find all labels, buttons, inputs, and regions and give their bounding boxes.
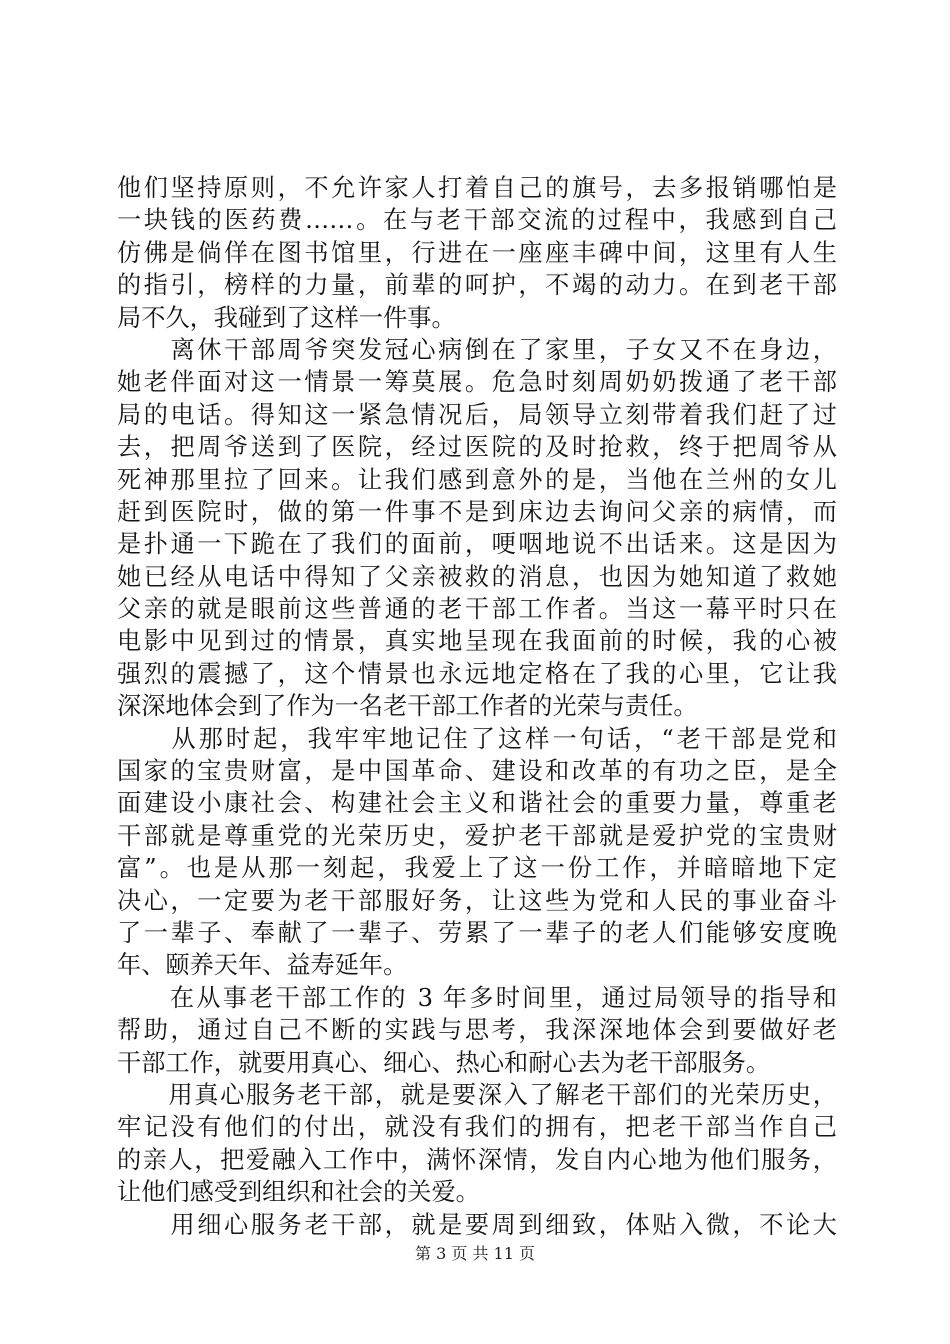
text-line: 了一辈子、奉献了一辈子、劳累了一辈子的老人们能够安度晚 (117, 918, 837, 947)
text-line: 她已经从电话中得知了父亲被救的消息，也因为她知道了救她 (117, 562, 837, 591)
text-line: 局不久，我碰到了这样一件事。 (117, 303, 456, 332)
text-line: 死神那里拉了回来。让我们感到意外的是，当他在兰州的女儿 (117, 465, 837, 494)
text-line: 用真心服务老干部，就是要深入了解老干部们的光荣历史， (117, 1080, 837, 1109)
text-line: 帮助，通过自己不断的实践与思考，我深深地体会到要做好老 (117, 1016, 837, 1045)
text-line: 从那时起，我牢牢地记住了这样一句话，“老干部是党和 (117, 724, 837, 753)
text-line: 深深地体会到了作为一名老干部工作者的光荣与责任。 (117, 692, 698, 721)
text-line: 仿佛是倘佯在图书馆里，行进在一座座丰碑中间，这里有人生 (117, 238, 837, 267)
text-line: 年、颐养天年、益寿延年。 (117, 951, 408, 980)
text-line: 干部就是尊重党的光荣历史，爱护老干部就是爱护党的宝贵财 (117, 821, 837, 850)
text-line: 是扑通一下跪在了我们的面前，哽咽地说不出话来。这是因为 (117, 530, 837, 559)
text-line: 国家的宝贵财富，是中国革命、建设和改革的有功之臣，是全 (117, 757, 837, 786)
text-line: 干部工作，就要用真心、细心、热心和耐心去为老干部服务。 (117, 1048, 771, 1077)
text-line: 让他们感受到组织和社会的关爱。 (117, 1178, 480, 1207)
text-line: 局的电话。得知这一紧急情况后，局领导立刻带着我们赶了过 (117, 400, 837, 429)
text-line: 决心，一定要为老干部服好务，让这些为党和人民的事业奋斗 (117, 886, 837, 915)
text-line: 在从事老干部工作的 3 年多时间里，通过局领导的指导和 (117, 983, 837, 1012)
body-text (117, 172, 837, 1241)
text-line: 电影中见到过的情景，真实地呈现在我面前的时候，我的心被 (117, 627, 837, 656)
text-line: 强烈的震撼了，这个情景也永远地定格在了我的心里，它让我 (117, 659, 837, 688)
text-line: 牢记没有他们的付出，就没有我们的拥有，把老干部当作自己 (117, 1113, 837, 1142)
text-line: 的指引，榜样的力量，前辈的呵护，不竭的动力。在到老干部 (117, 271, 837, 300)
text-line: 父亲的就是眼前这些普通的老干部工作者。当这一幕平时只在 (117, 595, 837, 624)
text-line: 她老伴面对这一情景一筹莫展。危急时刻周奶奶拨通了老干部 (117, 368, 837, 397)
text-line: 离休干部周爷突发冠心病倒在了家里，子女又不在身边， (117, 335, 837, 364)
text-line: 赶到医院时，做的第一件事不是到床边去询问父亲的病情，而 (117, 497, 837, 526)
page-footer: 第 3 页 共 11 页 (415, 1244, 535, 1263)
text-line: 用细心服务老干部，就是要周到细致，体贴入微，不论大 (117, 1210, 837, 1239)
text-line: 他们坚持原则，不允许家人打着自己的旗号，去多报销哪怕是 (117, 174, 837, 202)
text-line: 富”。也是从那一刻起，我爱上了这一份工作，并暗暗地下定 (117, 854, 837, 883)
text-line: 面建设小康社会、构建社会主义和谐社会的重要力量，尊重老 (117, 789, 837, 818)
text-line: 去，把周爷送到了医院，经过医院的及时抢救，终于把周爷从 (117, 433, 837, 462)
text-line: 一块钱的医药费……。在与老干部交流的过程中，我感到自己 (117, 206, 837, 235)
text-line: 的亲人，把爱融入工作中，满怀深情，发自内心地为他们服务， (117, 1145, 837, 1174)
